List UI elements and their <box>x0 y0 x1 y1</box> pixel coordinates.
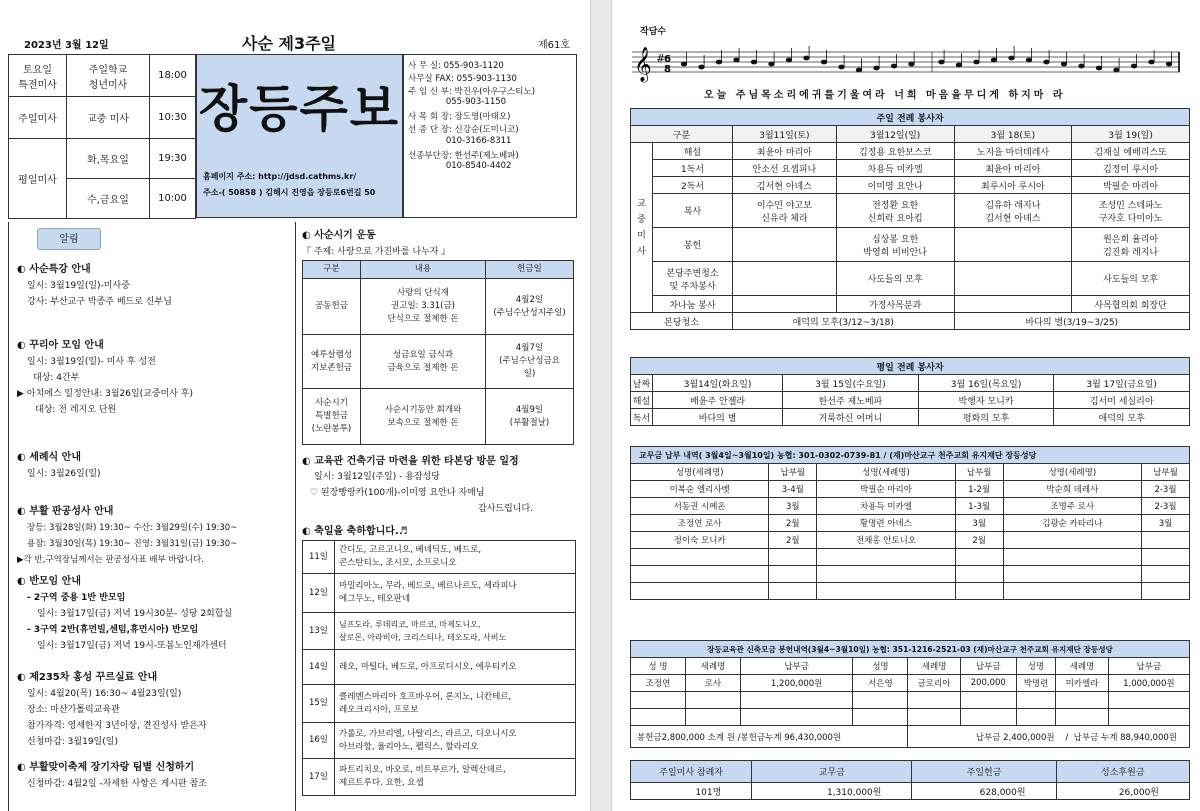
notice-title: ◐ 세례식 안내 <box>17 452 81 463</box>
contact-line: 주 임 신 부: 박진우(아우구스티노) <box>408 86 536 97</box>
fund-cell: 박명련 <box>1016 675 1056 692</box>
contact-line: 사 무 실: 055-903-1120 <box>408 61 504 71</box>
lent-cell: 사순시기동안 회개와 보속으로 절제한 돈 <box>361 389 486 445</box>
contact-line: 055-903-1150 <box>408 97 507 108</box>
lent-heading: ◐ 사순시기 운동 <box>302 230 376 241</box>
svg-text:8: 8 <box>664 64 671 75</box>
fund-cell: 조정연 <box>631 675 686 692</box>
fund-cell: 1,200,000원 <box>740 675 853 692</box>
role-cell: 2독서 <box>653 177 733 194</box>
fee-cell: 전채홍 안토니오 <box>817 532 955 549</box>
fund-cell <box>908 692 960 709</box>
music-note <box>769 62 775 66</box>
feast-heading: ◐ 축일을 축하합니다.♬ <box>302 526 408 537</box>
cleaning-week1: 애덕의 모후(3/12~3/18) <box>733 313 955 330</box>
music-note <box>681 62 687 66</box>
fund-cell: 1,000,000원 <box>1108 675 1189 692</box>
fee-cell: 2월 <box>955 532 1003 549</box>
feast-names: 파트리치오, 바오로, 비트부르가, 알렉산데르, 제르트루다. 요한, 요셉 <box>335 759 576 796</box>
sunday-service-table <box>630 108 1190 330</box>
fund-cell <box>960 709 1016 726</box>
fund-line: 일시: 3월12일(주일) - 용잠성당 <box>314 472 441 482</box>
sunday-col-header: 3월12일(일) <box>836 126 954 143</box>
server-cell: 전정환 요한 신희락 요아킴 <box>836 194 954 228</box>
lent-col-header: 구분 <box>303 261 361 279</box>
notice-line: ▶각 반,구역장님께서는 판공성사표 배부 바랍니다. <box>17 555 204 565</box>
totals-col-header: 성소후원금 <box>1056 761 1189 783</box>
server-cell: 사도들의 모후 <box>836 262 954 296</box>
fund-cell <box>685 709 740 726</box>
fee-col-header: 성명(세례명) <box>1003 464 1141 481</box>
fund-summary-offering: 봉헌금2,800,000 소계 원 /봉헌금누계 96,430,000원 <box>631 726 908 748</box>
fee-col-header: 납부월 <box>769 464 817 481</box>
music-note <box>786 58 792 62</box>
notice-title: ◐ 반모임 안내 <box>17 576 81 587</box>
fund-cell: 글로리아 <box>908 675 960 692</box>
music-note <box>939 60 945 64</box>
music-note <box>1131 64 1137 68</box>
music-note <box>804 56 810 60</box>
lent-cell: 사랑의 단식재 권고일: 3.31(금) 단식으로 절제한 돈 <box>361 279 486 335</box>
music-note <box>1114 68 1120 72</box>
notice-line: 대상: 전 레지오 단원 <box>35 405 117 415</box>
sunday-col-header: 3월 18(토) <box>954 126 1072 143</box>
lent-cell: 4월7일 (주님수난성금요 일) <box>486 335 574 389</box>
music-note <box>1149 60 1155 64</box>
fee-cell: 2월 <box>769 532 817 549</box>
bulletin-date: 2023년 3월 12일 <box>24 40 109 51</box>
page-gutter <box>590 0 612 811</box>
fee-cell <box>955 583 1003 600</box>
fee-cell <box>955 566 1003 583</box>
totals-col-header: 주일헌금 <box>912 761 1056 783</box>
fund-col-header: 세례명 <box>908 658 960 675</box>
weekday-col-header: 3월 16일(목요일) <box>918 375 1054 392</box>
feast-date: 15일 <box>303 685 335 723</box>
feast-day-table <box>302 540 576 796</box>
lent-cell: 공동헌금 <box>303 279 361 335</box>
fund-cell <box>853 709 908 726</box>
fee-cell <box>1142 532 1190 549</box>
weekday-service-band: 평일 전례 봉사자 <box>631 358 1190 375</box>
notice-line: 장소: 마산가톨릭교육관 <box>27 705 120 715</box>
fee-cell <box>955 549 1003 566</box>
server-cell: 평화의 모후 <box>918 409 1054 426</box>
fund-line: ♡ 된장빵랑카(100개)-이미영 요안나 자매님 <box>310 488 485 498</box>
notice-line: 일시: 3월26일(일) <box>27 469 101 479</box>
notice-line: 일시: 3월19일(일)- 미사 후 성전 <box>27 357 156 367</box>
weekday-col-header: 날짜 <box>631 375 653 392</box>
fee-cell: 조정연 로사 <box>631 515 769 532</box>
server-cell: 김유하 레지나 김서현 아녜스 <box>954 194 1072 228</box>
sunday-service-band: 주일 전례 봉사자 <box>631 109 1190 126</box>
notice-title: ◐ 사순특강 안내 <box>17 264 91 275</box>
lent-cell: 4월9일 (부활절날) <box>486 389 574 445</box>
server-cell <box>954 228 1072 262</box>
mass-name: 화,목요일 <box>67 139 150 179</box>
contact-line: 010-8540-4402 <box>408 161 512 172</box>
notice-line: 일시: 3월19일(일)-미사중 <box>27 281 130 291</box>
fund-col-header: 성 명 <box>631 658 686 675</box>
music-note <box>1079 64 1085 68</box>
fee-cell: 김광순 카타리나 <box>1003 515 1141 532</box>
server-cell: 원은희 율리아 김진화 레지나 <box>1072 228 1190 262</box>
server-cell: 김서현 아녜스 <box>733 177 837 194</box>
svg-text:6: 6 <box>664 54 671 65</box>
feast-names: 레오, 마틸다, 베드로, 아프로디시오, 에우티키오 <box>335 650 576 685</box>
mass-time: 10:30 <box>150 97 196 139</box>
notice-line: 참가자격: 영세한지 3년이상, 견진성사 받은자 <box>27 721 207 731</box>
server-cell: 안소선 요셉피나 <box>733 160 837 177</box>
music-note <box>1166 62 1172 66</box>
fee-cell: 황명련 아녜스 <box>817 515 955 532</box>
notices-column <box>8 222 296 811</box>
fund-cell: 미카엘라 <box>1056 675 1108 692</box>
notice-line: 대상: 4간부 <box>33 373 80 383</box>
totals-col-header: 주일미사 참례자 <box>631 761 752 783</box>
fund-line: 감사드립니다. <box>478 504 534 514</box>
lent-col-header: 헌금일 <box>486 261 574 279</box>
notice-line: 신청마감: 4월2일 -자세한 사항은 게시판 참조 <box>27 779 207 789</box>
notice-line: 장등: 3월28일(화) 19:30~ 수산: 3월29일(수) 19:30~ <box>27 523 238 533</box>
fund-cell <box>1108 709 1189 726</box>
sunday-col-header: 3월11일(토) <box>733 126 837 143</box>
fee-col-header: 성명(세례명) <box>817 464 955 481</box>
music-note <box>974 60 980 64</box>
server-cell: 박행자 모니카 <box>918 392 1054 409</box>
totals-value: 101명 <box>631 783 752 800</box>
fund-cell <box>1016 709 1056 726</box>
server-cell: 최윤아 마리아 <box>954 160 1072 177</box>
server-cell: 최루시아 루시아 <box>954 177 1072 194</box>
server-cell: 김재실 에배리스또 <box>1072 143 1190 160</box>
liturgical-day-title: 사순 제3주일 <box>242 34 336 53</box>
role-cell: 복사 <box>653 194 733 228</box>
notice-line: 용잠: 3월30일(목) 19:30~ 진영: 3월31일(금) 19:30~ <box>27 539 238 549</box>
music-note <box>751 60 757 64</box>
music-note <box>716 60 722 64</box>
feast-names: 클레멘스마리아 호프바우어, 론지노, 니칸테르, 레오크리시아, 프로보 <box>335 685 576 723</box>
fund-col-header: 성명 <box>853 658 908 675</box>
homepage-link[interactable]: 홈페이지 주소: http://jdsd.cathms.kr/ <box>203 172 357 181</box>
fee-cell: 이복순 엘리사벳 <box>631 481 769 498</box>
fund-cell <box>740 709 853 726</box>
notice-curia <box>17 338 299 418</box>
lent-offering-table <box>302 260 574 445</box>
server-cell: 차용득 미카엘 <box>836 160 954 177</box>
contact-line: 사무실 FAX: 055-903-1130 <box>408 73 517 84</box>
music-note <box>1096 66 1102 70</box>
treble-clef-icon: 𝄞 <box>634 47 652 82</box>
music-note <box>874 66 880 70</box>
fee-cell: 서동권 시메온 <box>631 498 769 515</box>
notice-title: ◐ 부활 판공성사 안내 <box>17 506 114 517</box>
fee-cell: 2-3월 <box>1142 481 1190 498</box>
fee-cell: 3월 <box>955 515 1003 532</box>
fund-cell <box>908 709 960 726</box>
fee-cell: 정이숙 모니카 <box>631 532 769 549</box>
fund-cell <box>1108 692 1189 709</box>
fee-cell: 조명주 로사 <box>1003 498 1141 515</box>
song-title: 작담수 <box>640 27 667 37</box>
notice-title: ◐ 꾸리아 모임 안내 <box>17 340 104 351</box>
fund-col-header: 세례명 <box>685 658 740 675</box>
mass-group: 주일미사 <box>9 97 67 139</box>
mass-group: 토요일 특전미사 <box>9 55 67 97</box>
fund-cell <box>853 692 908 709</box>
server-cell: 심상봉 요한 박영희 비비안나 <box>836 228 954 262</box>
fee-cell <box>769 583 817 600</box>
server-cell: 한선주 제노베파 <box>783 392 919 409</box>
fee-cell: 3월 <box>769 498 817 515</box>
notice-line: 신청마감: 3월19일(일) <box>27 737 118 747</box>
lent-cell: 예루살렘성 지보존헌금 <box>303 335 361 389</box>
fee-cell <box>817 549 955 566</box>
fee-cell: 박순희 데레사 <box>1003 481 1141 498</box>
fund-heading: ◐ 교육관 건축기금 마련을 위한 타본당 방문 일정 <box>302 456 519 467</box>
sunday-side-label: 교 중 미 사 <box>631 143 653 313</box>
notice-line: - 3구역 2반(휴먼빌,센텀,휴먼시아) 반모임 <box>27 625 199 635</box>
fee-col-header: 납부월 <box>1142 464 1190 481</box>
contact-line: 선 종 단 장: 신강순(도미니코) <box>408 124 519 135</box>
fund-cell <box>631 692 686 709</box>
server-cell: 거룩하신 어머니 <box>783 409 919 426</box>
server-cell <box>733 296 837 313</box>
fee-cell: 2-3월 <box>1142 498 1190 515</box>
totals-value: 1,310,000원 <box>752 783 912 800</box>
fee-cell <box>1003 566 1141 583</box>
music-note <box>856 68 862 72</box>
fee-cell <box>631 566 769 583</box>
mass-group: 평일미사 <box>9 139 67 219</box>
fund-cell <box>685 692 740 709</box>
offering-totals-table <box>630 760 1190 800</box>
music-note <box>699 65 705 69</box>
feast-date: 13일 <box>303 613 335 650</box>
fee-cell <box>1142 583 1190 600</box>
server-cell: 박필순 마리아 <box>1072 177 1190 194</box>
fee-cell <box>1142 566 1190 583</box>
svg-text:#: # <box>656 52 666 65</box>
server-cell: 최윤아 마리아 <box>733 143 837 160</box>
fund-cell <box>960 692 1016 709</box>
lent-cell: 4월2일 (주님수난성지주일) <box>486 279 574 335</box>
music-note <box>891 64 897 68</box>
lent-theme: 『 주제: 사랑으로 가진바를 나누자 』 <box>302 247 451 257</box>
fee-cell: 3월 <box>1142 515 1190 532</box>
fee-cell <box>1003 532 1141 549</box>
lent-col-header: 내용 <box>361 261 486 279</box>
fee-col-header: 납부월 <box>955 464 1003 481</box>
fund-cell: 서은영 <box>853 675 908 692</box>
fund-cell <box>1056 692 1108 709</box>
server-cell: 이미영 요안나 <box>836 177 954 194</box>
notice-line: - 2구역 중용 1반 반모임 <box>27 593 126 603</box>
fund-col-header: 납부금 <box>740 658 853 675</box>
fee-cell: 1-2월 <box>955 481 1003 498</box>
notice-line: 강사: 부산교구 박종주 베드로 신부님 <box>27 297 172 307</box>
fee-cell <box>769 549 817 566</box>
fund-cell: 로사 <box>685 675 740 692</box>
office-contacts <box>403 54 577 218</box>
fund-col-header: 납부금 <box>1108 658 1189 675</box>
fee-cell <box>631 549 769 566</box>
fee-cell <box>631 583 769 600</box>
parish-address: 주소-( 50858 ) 김해시 진영읍 장등로6번길 50 <box>203 188 376 197</box>
fund-cell <box>1056 709 1108 726</box>
bulletin-left-page <box>0 0 590 811</box>
fee-cell: 1-3월 <box>955 498 1003 515</box>
mass-name: 수,금요일 <box>67 179 150 219</box>
role-cell: 해설 <box>653 143 733 160</box>
sunday-col-header: 3월 19(일) <box>1072 126 1190 143</box>
notice-easter-festival <box>17 760 299 792</box>
server-cell: 노지을 마더데레사 <box>954 143 1072 160</box>
music-note <box>1044 60 1050 64</box>
feast-names: 가롤로, 가브리엘, 나탈리스, 라르고, 디오니시오 아브라함, 율리아노, 펠릭스, 할라리오 <box>335 723 576 759</box>
notice-line: ▶ 아치에스 일정안내: 3월26일(교중미사 후) <box>17 389 194 399</box>
weekday-col-header: 3월 15일(수요일) <box>783 375 919 392</box>
notice-title: ◐ 부활맞이축제 장기자랑 팀별 신청하기 <box>17 762 195 773</box>
server-cell <box>733 262 837 296</box>
fee-cell: 박필순 마리아 <box>817 481 955 498</box>
weekday-col-header: 3월 17일(금요일) <box>1054 375 1190 392</box>
music-note <box>991 58 997 62</box>
fund-cell: 200,000 <box>960 675 1016 692</box>
fund-summary-payment: 납부금 2,400,000원 / 납부금 누계 88,940,000원 <box>908 726 1190 748</box>
server-cell <box>954 262 1072 296</box>
notice-baptism <box>17 450 299 482</box>
fee-cell <box>1003 583 1141 600</box>
server-cell: 이수민 야고보 신유라 체라 <box>733 194 837 228</box>
server-cell: 가정사목분과 <box>836 296 954 313</box>
fee-cell <box>817 583 955 600</box>
masthead <box>196 54 403 218</box>
contact-line: 사 목 회 장: 장도영(마태오) <box>408 112 511 123</box>
song-lyric: 오늘 주님목소리에귀를기울여라 너희 마음을무디게 하지마 라 <box>704 90 1066 101</box>
music-note <box>1061 62 1067 66</box>
role-cell: 본당주변청소 및 주차봉사 <box>653 262 733 296</box>
feast-date: 12일 <box>303 574 335 613</box>
mass-time: 18:00 <box>150 55 196 97</box>
feast-date: 11일 <box>303 541 335 574</box>
music-note <box>1009 56 1015 60</box>
notice-line: 일시: 4월20(목) 16:30~ 4월23일(일) <box>27 689 182 699</box>
fee-cell: 2월 <box>769 515 817 532</box>
fund-col-header: 성명 <box>1016 658 1056 675</box>
server-cell <box>954 296 1072 313</box>
fee-cell <box>817 566 955 583</box>
fund-cell <box>631 709 686 726</box>
parish-fee-table <box>630 446 1190 600</box>
server-cell: 사도들의 모후 <box>1072 262 1190 296</box>
music-note <box>956 63 962 67</box>
notice-confession <box>17 504 299 568</box>
notice-cursillo <box>17 670 299 750</box>
fee-cell: 차용득 미카엘 <box>817 498 955 515</box>
feast-names: 님프도라, 루데리코, 마르코, 마제도니오, 살로몬, 아라비아, 크리스티나, 테오도라, 사비노 <box>335 613 576 650</box>
totals-col-header: 교무금 <box>752 761 912 783</box>
feast-names: 마밀리아노, 무라, 베드로, 베르나르도, 세라피나 에그두노, 테오판네 <box>335 574 576 613</box>
fee-cell: 3-4월 <box>769 481 817 498</box>
notice-line: 일시: 3월17일(금) 저녁 19시-또봄노인재가센터 <box>37 641 227 651</box>
role-cell: 차나눔 봉사 <box>653 296 733 313</box>
mass-time: 19:30 <box>150 139 196 179</box>
fee-cell <box>769 566 817 583</box>
feast-date: 14일 <box>303 650 335 685</box>
totals-value: 26,000원 <box>1056 783 1189 800</box>
totals-value: 628,000원 <box>912 783 1056 800</box>
server-cell: 김정용 요한보스코 <box>836 143 954 160</box>
bulletin-header <box>18 31 574 51</box>
mass-time-table <box>8 54 196 219</box>
role-cell: 해설 <box>631 392 653 409</box>
cleaning-week2: 바다의 별(3/19~3/25) <box>954 313 1189 330</box>
contact-line: 010-3166-8311 <box>408 135 512 146</box>
server-cell: 바다의 별 <box>653 409 783 426</box>
music-note <box>1026 58 1032 62</box>
music-note <box>909 62 915 66</box>
server-cell: 김정미 루시아 <box>1072 160 1190 177</box>
notice-title: ◐ 제235차 홍성 꾸르실료 안내 <box>17 672 158 683</box>
music-note <box>821 60 827 64</box>
server-cell: 김서미 세실리아 <box>1054 392 1190 409</box>
contact-line: 선종부단장: 한선주(제노베파) <box>408 150 519 161</box>
fund-col-header: 세례명 <box>1056 658 1108 675</box>
notices-button[interactable]: 알림 <box>37 228 101 250</box>
server-cell: 조성민 스테파노 구자호 다미아노 <box>1072 194 1190 228</box>
fund-cell <box>1016 692 1056 709</box>
fund-col-header: 납부금 <box>960 658 1016 675</box>
role-cell: 독서 <box>631 409 653 426</box>
building-fund-band: 장등교육관 신축모금 봉헌내역(3월4~3월10일) 농협: 351-1216-2521-03 (재)마산교구 천주교회 유지재단 장등성당 <box>631 641 1190 658</box>
feast-names: 간디도, 고르고니오, 베네딕도, 베드로, 콘스탄티노, 조시모, 소프로니오 <box>335 541 576 574</box>
music-note <box>839 65 845 69</box>
notice-line: 일시: 3월17일(금) 저녁 19시30분- 성당 2회합실 <box>37 609 233 619</box>
fee-col-header: 성명(세례명) <box>631 464 769 481</box>
parish-fee-band: 교무금 납부 내역( 3월4일~3월10일) 농협: 301-0302-0739-81 / (재)마산교구 천주교회 유지재단 장등성당 <box>631 447 1190 464</box>
sunday-col-header: 구분 <box>631 126 733 143</box>
music-note <box>734 58 740 62</box>
mass-name: 교중 미사 <box>67 97 150 139</box>
bulletin-right-page <box>612 0 1200 811</box>
mass-time: 10:00 <box>150 179 196 219</box>
server-cell <box>733 228 837 262</box>
fee-cell <box>1142 549 1190 566</box>
cleaning-label: 본당청소 <box>631 313 733 330</box>
notice-lent-lecture <box>17 262 299 310</box>
server-cell: 배윤주 안젤라 <box>653 392 783 409</box>
fee-cell <box>1003 549 1141 566</box>
feast-date: 16일 <box>303 723 335 759</box>
mass-name: 주일학교 청년미사 <box>67 55 150 97</box>
weekday-col-header: 3월14일(화요일) <box>653 375 783 392</box>
role-cell: 1독서 <box>653 160 733 177</box>
feast-date: 17일 <box>303 759 335 796</box>
bulletin-name: 장등주보 <box>198 80 401 138</box>
role-cell: 봉헌 <box>653 228 733 262</box>
notice-group-meeting <box>17 574 299 654</box>
server-cell: 사목협의회 회장단 <box>1072 296 1190 313</box>
weekday-service-table <box>630 357 1190 426</box>
lent-cell: 사순시기 특별헌금 (노란봉투) <box>303 389 361 445</box>
server-cell: 애덕의 모후 <box>1054 409 1190 426</box>
lent-cell: 성금요일 금식과 금육으로 절제한 돈 <box>361 335 486 389</box>
building-fund-table <box>630 640 1190 748</box>
fund-cell <box>740 692 853 709</box>
issue-number: 제61호 <box>537 40 570 51</box>
